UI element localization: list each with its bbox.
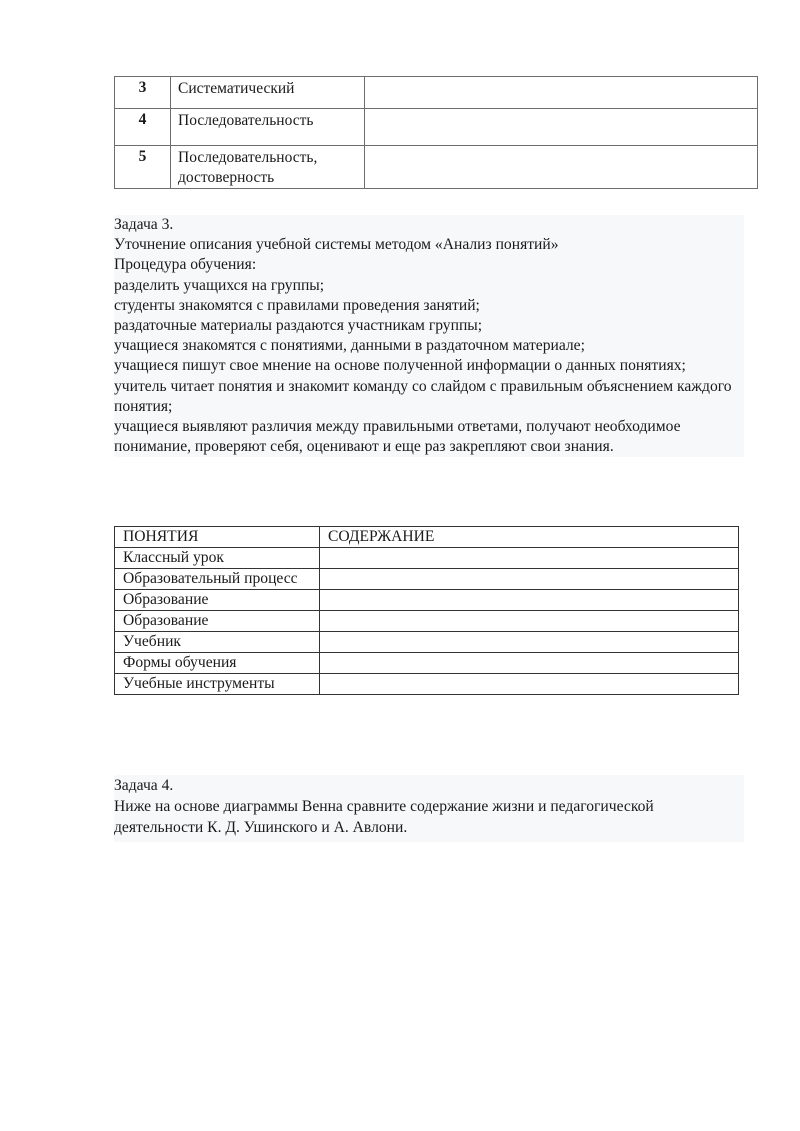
row-name: Систематический: [171, 77, 365, 109]
table-row: [115, 653, 739, 674]
concept-cell: Образовательный процесс: [115, 569, 320, 590]
procedure-item: разделить учащихся на группы;: [114, 276, 325, 294]
content-cell[interactable]: [320, 590, 739, 611]
procedure-item: учитель читает понятия и знакомит команду со слайдом с правильным объяснением каждого понятия;: [114, 377, 732, 415]
concept-cell: Образование: [115, 611, 320, 632]
procedure-item: учащиеся пишут свое мнение на основе полученной информации о данных понятиях;: [114, 357, 686, 375]
table-row: [115, 569, 739, 590]
concept-cell: Образование: [115, 590, 320, 611]
task-4-block: [114, 775, 744, 842]
row-number: 5: [115, 146, 171, 189]
procedure-label: Процедура обучения:: [114, 256, 257, 274]
table-row: [115, 109, 758, 146]
content-cell[interactable]: [320, 653, 739, 674]
table-header-row: [115, 527, 739, 548]
task-heading: Задача 4.: [114, 777, 174, 794]
principles-table: [114, 76, 758, 189]
table-row: [115, 146, 758, 189]
task-3-block: [114, 215, 744, 457]
row-number: 4: [115, 109, 171, 146]
column-header-content: СОДЕРЖАНИЕ: [320, 527, 739, 548]
row-value-cell[interactable]: [365, 77, 758, 109]
table-row: [115, 548, 739, 569]
concept-cell: Учебник: [115, 632, 320, 653]
table-row: [115, 632, 739, 653]
row-number: 3: [115, 77, 171, 109]
concept-cell: Классный урок: [115, 548, 320, 569]
content-cell[interactable]: [320, 674, 739, 695]
task-heading: Задача 3.: [114, 216, 174, 233]
procedure-item: учащиеся выявляют различия между правильными ответами, получают необходимое понимание, проверяют себя, оценивают и еще раз закрепляют свои знания.: [114, 418, 681, 456]
concepts-table: [114, 526, 739, 695]
table-row: [115, 590, 739, 611]
row-value-cell[interactable]: [365, 146, 758, 189]
content-cell[interactable]: [320, 611, 739, 632]
content-cell[interactable]: [320, 548, 739, 569]
task-title: Уточнение описания учебной системы методом «Анализ понятий»: [114, 236, 559, 254]
task-text: Ниже на основе диаграммы Венна сравните содержание жизни и педагогической деятельности К. Д. Ушинского и А. Авлони.: [114, 798, 654, 836]
table-row: [115, 611, 739, 632]
column-header-concepts: ПОНЯТИЯ: [115, 527, 320, 548]
procedure-item: студенты знакомятся с правилами проведения занятий;: [114, 296, 480, 314]
concept-cell: Формы обучения: [115, 653, 320, 674]
procedure-item: раздаточные материалы раздаются участникам группы;: [114, 317, 483, 335]
row-value-cell[interactable]: [365, 109, 758, 146]
procedure-item: учащиеся знакомятся с понятиями, данными в раздаточном материале;: [114, 337, 585, 355]
content-cell[interactable]: [320, 569, 739, 590]
row-name: Последовательность: [171, 109, 365, 146]
table-row: [115, 77, 758, 109]
concept-cell: Учебные инструменты: [115, 674, 320, 695]
table-row: [115, 674, 739, 695]
row-name: Последовательность, достоверность: [171, 146, 365, 189]
content-cell[interactable]: [320, 632, 739, 653]
